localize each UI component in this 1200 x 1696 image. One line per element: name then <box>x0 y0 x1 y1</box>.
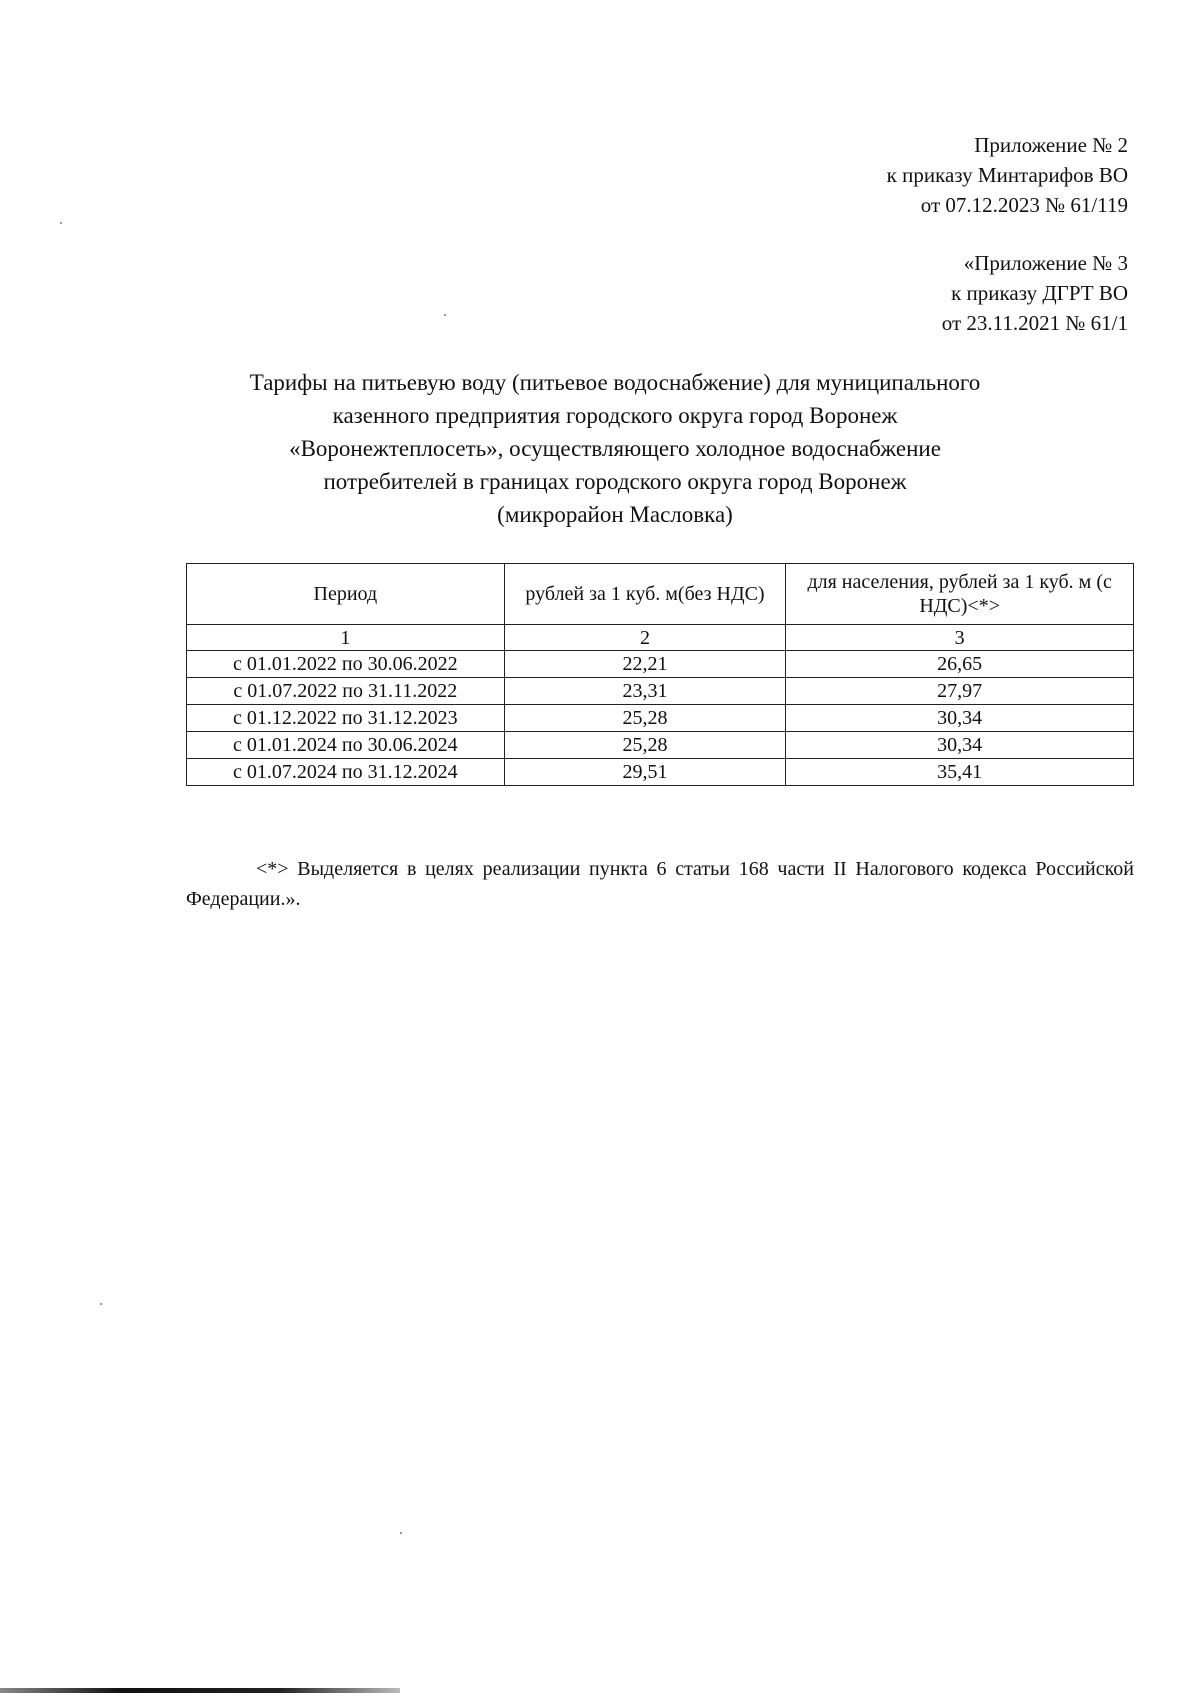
header-period: Период <box>187 564 505 625</box>
cell-period: с 01.01.2022 по 30.06.2022 <box>187 651 505 678</box>
appendix-previous-header <box>942 248 1128 338</box>
cell-price-with-vat: 30,34 <box>786 732 1134 759</box>
title-line-4: потребителей в границах городского округа город Воронеж <box>323 469 907 494</box>
cell-period: с 01.12.2022 по 31.12.2023 <box>187 705 505 732</box>
table-row <box>187 651 1134 678</box>
footnote: <*> Выделяется в целях реализации пункта 6 статьи 168 части II Налогового кодекса Российской Федерации.». <box>186 858 1134 910</box>
appendix-current-date: от 07.12.2023 № 61/119 <box>920 193 1128 217</box>
tariff-table <box>186 563 1134 786</box>
table-row <box>187 759 1134 786</box>
cell-price-with-vat: 26,65 <box>786 651 1134 678</box>
cell-price-with-vat: 30,34 <box>786 705 1134 732</box>
appendix-previous-order: к приказу ДГРТ ВО <box>951 281 1128 305</box>
table-row <box>187 705 1134 732</box>
cell-price-without-vat: 23,31 <box>504 678 786 705</box>
column-number: 1 <box>187 625 505 651</box>
title-line-1: Тарифы на питьевую воду (питьевое водоснабжение) для муниципального <box>249 370 981 395</box>
header-price-population-with-vat: для населения, рублей за 1 куб. м (с НДС)<*> <box>786 564 1134 625</box>
appendix-previous-date: от 23.11.2021 № 61/1 <box>941 311 1128 335</box>
document-title <box>180 366 1050 531</box>
title-line-5: (микрорайон Масловка) <box>497 502 733 527</box>
cell-price-with-vat: 35,41 <box>786 759 1134 786</box>
table-header-row <box>187 564 1134 625</box>
scan-speck <box>60 222 62 224</box>
appendix-current-order: к приказу Минтарифов ВО <box>886 163 1128 187</box>
cell-period: с 01.01.2024 по 30.06.2024 <box>187 732 505 759</box>
cell-period: с 01.07.2024 по 31.12.2024 <box>187 759 505 786</box>
column-number: 3 <box>786 625 1134 651</box>
scan-speck <box>400 1532 402 1534</box>
cell-period: с 01.07.2022 по 31.11.2022 <box>187 678 505 705</box>
scan-speck <box>444 314 446 316</box>
scan-edge-bar <box>0 1688 400 1693</box>
cell-price-with-vat: 27,97 <box>786 678 1134 705</box>
appendix-current-header <box>887 130 1128 220</box>
cell-price-without-vat: 22,21 <box>504 651 786 678</box>
cell-price-without-vat: 29,51 <box>504 759 786 786</box>
appendix-current-number: Приложение № 2 <box>974 133 1128 157</box>
header-price-without-vat: рублей за 1 куб. м(без НДС) <box>504 564 786 625</box>
column-number: 2 <box>504 625 786 651</box>
cell-price-without-vat: 25,28 <box>504 705 786 732</box>
column-number-row <box>187 625 1134 651</box>
title-line-2: казенного предприятия городского округа город Воронеж <box>332 403 898 428</box>
table-row <box>187 678 1134 705</box>
appendix-previous-number: «Приложение № 3 <box>963 251 1128 275</box>
title-line-3: «Воронежтеплосеть», осуществляющего холодное водоснабжение <box>289 436 941 461</box>
scan-speck <box>100 1303 102 1305</box>
cell-price-without-vat: 25,28 <box>504 732 786 759</box>
table-row <box>187 732 1134 759</box>
